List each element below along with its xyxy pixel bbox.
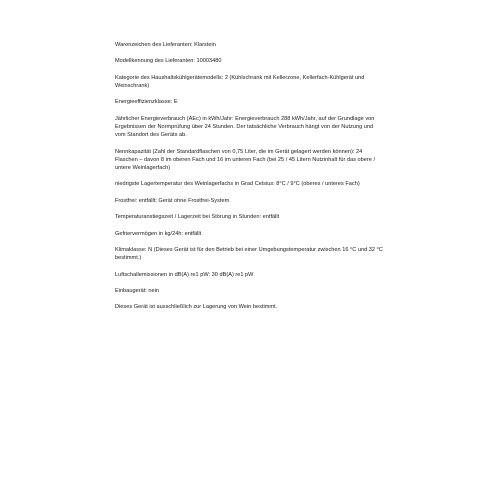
- energy-efficiency-class: Energieeffizienzklasse: E: [115, 99, 178, 106]
- frost-free: Frostfrei: entfällt; Gerät ohne Frostfrei-System: [115, 197, 230, 204]
- appliance-category: Kategorie des Haushaltskühlgerätemodells: 2 (Kühlschrank mit Kellerzone, Kellerfach-Kühlgerät und Weinschrank): [115, 74, 365, 89]
- climate-class: Klimaklasse: N (Dieses Gerät ist für den Betrieb bei einer Umgebungstemperatur zwischen 16 °C und 32 °C bestimmt.): [115, 246, 383, 262]
- document-body: [115, 41, 383, 320]
- supplier-trademark: Warenzeichen des Lieferanten: Klarstein: [115, 42, 216, 48]
- model-identifier: Modellkennung des Lieferanten: 10003480: [115, 58, 222, 65]
- built-in-appliance: Einbaugerät: nein: [115, 287, 160, 294]
- wine-storage-note: Dieses Gerät ist ausschließlich zur Lagerung von Wein bestimmt.: [115, 304, 278, 311]
- rated-capacity: Nennkapazität (Zahl der Standardflaschen von 0,75 Liter, die im Gerät gelagert werden können): 24 Flaschen – davon 8 im oberen Fach und 16 im unteren Fach (bei 25 / 45 Litern Nutzinhalt für das obere / untere Weinlagerfach): [115, 148, 376, 171]
- annual-energy-consumption: Jährlicher Energieverbrauch (AEc) in kWh/Jahr: Energieverbrauch 288 kWh/Jahr, auf der Grundlage von Ergebnissen der Normprüfung über 24 Stunden. Der tatsächliche Verbrauch hängt von der Nutzung und vom Standort des Geräts ab.: [115, 115, 375, 139]
- airborne-noise-emissions: Luftschallemissionen in dB(A) re1 pW: 30 dB(A) re1 pW: [115, 271, 254, 278]
- lowest-storage-temperature: niedrigste Lagertemperatur des Weinlagerfachs in Grad Celsius: 8°C / 9°C (oberes / unteres Fach): [115, 181, 360, 188]
- freezing-capacity: Gefriervermögen in kg/24h: entfällt: [115, 230, 202, 237]
- temperature-rise-time: Temperaturanstiegszeit / Lagerzeit bei Störung in Stunden: entfällt: [115, 214, 280, 221]
